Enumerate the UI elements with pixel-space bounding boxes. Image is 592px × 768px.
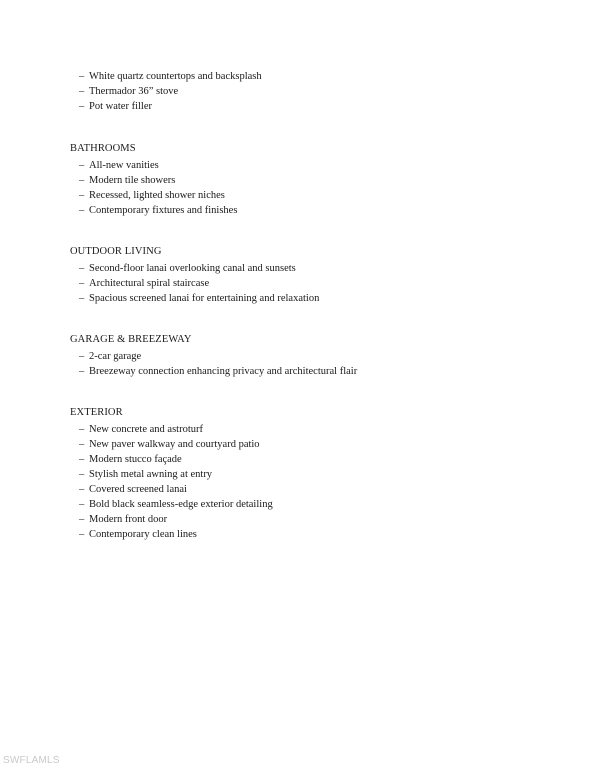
- bullet-dash: –: [79, 366, 85, 377]
- list-item: [79, 437, 570, 452]
- exterior-list: [70, 422, 570, 542]
- list-item-text: Bold black seamless-edge exterior detailing: [89, 499, 273, 510]
- section-heading: OUTDOOR LIVING: [70, 246, 162, 257]
- list-item-text: Thermador 36” stove: [89, 86, 179, 97]
- list-item: [79, 188, 570, 203]
- kitchen-continued-section: [70, 69, 570, 114]
- list-item: [79, 99, 570, 114]
- list-item-text: White quartz countertops and backsplash: [89, 71, 262, 82]
- bullet-dash: –: [79, 293, 85, 304]
- list-item-text: Modern front door: [89, 514, 168, 525]
- list-item: [79, 276, 570, 291]
- list-item: [79, 512, 570, 527]
- bullet-dash: –: [79, 484, 85, 495]
- list-item: [79, 69, 570, 84]
- list-item: [79, 497, 570, 512]
- list-item: [79, 84, 570, 99]
- list-item-text: Architectural spiral staircase: [89, 278, 210, 289]
- section-heading: EXTERIOR: [70, 407, 123, 418]
- bullet-dash: –: [79, 454, 85, 465]
- list-item-text: 2-car garage: [89, 351, 142, 362]
- list-item-text: Pot water filler: [89, 101, 152, 112]
- list-item: [79, 158, 570, 173]
- outdoor-living-section: [70, 244, 570, 306]
- list-item: [79, 364, 570, 379]
- list-item: [79, 261, 570, 276]
- list-item-text: Stylish metal awning at entry: [89, 469, 213, 480]
- mls-watermark: SWFLAMLS: [3, 755, 60, 766]
- list-item: [79, 173, 570, 188]
- bullet-dash: –: [79, 424, 85, 435]
- garage-breezeway-list: [70, 349, 570, 379]
- section-heading: BATHROOMS: [70, 143, 136, 154]
- section-heading: GARAGE & BREEZEWAY: [70, 334, 192, 345]
- list-item-text: Breezeway connection enhancing privacy and architectural flair: [89, 366, 358, 377]
- list-item-text: Spacious screened lanai for entertaining and relaxation: [89, 293, 320, 304]
- bullet-dash: –: [79, 263, 85, 274]
- list-item: [79, 527, 570, 542]
- bullet-dash: –: [79, 101, 85, 112]
- bullet-dash: –: [79, 529, 85, 540]
- list-item-text: Second-floor lanai overlooking canal and sunsets: [89, 263, 296, 274]
- bullet-dash: –: [79, 351, 85, 362]
- bullet-dash: –: [79, 160, 85, 171]
- bullet-dash: –: [79, 514, 85, 525]
- list-item-text: Recessed, lighted shower niches: [89, 190, 225, 201]
- list-item-text: New paver walkway and courtyard patio: [89, 439, 260, 450]
- bathrooms-section: [70, 141, 570, 218]
- bullet-dash: –: [79, 175, 85, 186]
- list-item-text: All-new vanities: [89, 160, 159, 171]
- bullet-dash: –: [79, 439, 85, 450]
- bullet-dash: –: [79, 190, 85, 201]
- kitchen-continued-list: [70, 69, 570, 114]
- list-item-text: Covered screened lanai: [89, 484, 187, 495]
- list-item-text: New concrete and astroturf: [89, 424, 203, 435]
- list-item: [79, 291, 570, 306]
- list-item-text: Contemporary fixtures and finishes: [89, 205, 238, 216]
- bullet-dash: –: [79, 86, 85, 97]
- list-item-text: Modern tile showers: [89, 175, 176, 186]
- list-item-text: Modern stucco façade: [89, 454, 182, 465]
- exterior-section: [70, 405, 570, 542]
- bullet-dash: –: [79, 469, 85, 480]
- list-item: [79, 482, 570, 497]
- bullet-dash: –: [79, 71, 85, 82]
- list-item-text: Contemporary clean lines: [89, 529, 197, 540]
- bullet-dash: –: [79, 499, 85, 510]
- garage-breezeway-section: [70, 332, 570, 379]
- list-item: [79, 349, 570, 364]
- list-item: [79, 203, 570, 218]
- bullet-dash: –: [79, 205, 85, 216]
- bathrooms-list: [70, 158, 570, 218]
- bullet-dash: –: [79, 278, 85, 289]
- list-item: [79, 467, 570, 482]
- list-item: [79, 422, 570, 437]
- list-item: [79, 452, 570, 467]
- outdoor-living-list: [70, 261, 570, 306]
